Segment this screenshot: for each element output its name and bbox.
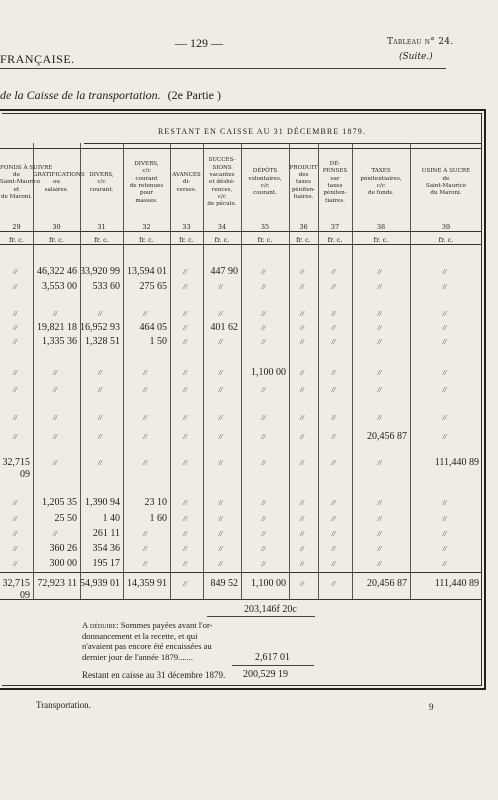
banner-rule [84,143,482,144]
table-cell: // [377,283,382,291]
column-header-line: PENSES [322,168,348,175]
table-cell: // [183,324,187,332]
table-cell: // [442,268,447,276]
column-header-line: de [442,175,450,182]
deduction-block [82,620,213,662]
table-cell: // [98,386,102,394]
column-header-line: c/c [260,182,270,189]
table-cell: // [442,545,447,553]
column-separator [170,143,171,600]
table-cell: // [300,268,304,276]
total-cell: 72,923 11 [37,578,77,589]
deduction-line-3: n'avaient pas encore été encaissées au [82,641,212,651]
column-header-line: Saint-Maurice [0,179,41,186]
table-cell: // [183,414,187,422]
column-header-line: USINE À SUCRE [421,168,471,175]
column-header-line: SUCCES- [208,157,236,164]
column-header [0,164,53,201]
table-cell: // [300,283,304,291]
table-cell: // [183,386,187,394]
header-rule [0,68,446,69]
table-cell: // [261,338,266,346]
column-header-line: GRATIFICATIONS [33,172,85,179]
table-cell: // [13,515,17,523]
total-cell: // [183,580,187,588]
table-cell: 32,715 09 [2,457,30,480]
table-cell: 401 62 [210,322,238,333]
table-cell: 25 50 [54,513,77,524]
table-cell: // [442,386,447,394]
column-header-line: taxes [296,179,311,186]
column-header-line: pénitentiaires, [360,175,402,182]
table-cell: // [183,268,187,276]
table-cell: // [98,310,102,318]
column-header-line: PRODUIT [289,164,318,171]
column-separator [289,143,290,600]
table-cell: // [261,386,266,394]
table-cell: // [261,433,266,441]
table-cell: 533 60 [92,281,120,292]
table-cell: // [331,515,336,523]
table-cell: // [331,560,336,568]
subtitle-text: de la Caisse de la transportation. [0,88,161,102]
table-cell: // [218,515,223,523]
column-unit: fr. c. [139,236,154,244]
table-cell: // [300,324,304,332]
table-cell: // [331,268,336,276]
column-number: 29 [12,223,21,231]
column-number: 38 [376,223,386,231]
table-cell: // [442,515,447,523]
table-cell: // [143,530,147,538]
table-cell: // [300,386,304,394]
table-cell: // [183,433,187,441]
column-header-line: de pécule. [207,201,237,208]
page-header-left: FRANÇAISE. [0,52,75,66]
column-header-line: sur [330,175,340,182]
column-separator [33,143,34,600]
table-cell: // [261,545,266,553]
table-cell: 1 50 [149,336,167,347]
table-cell: // [218,499,223,507]
column-number: 37 [330,223,340,231]
column-header-line: pour [139,190,154,197]
table-cell: // [300,369,304,377]
total-cell: // [300,580,304,588]
table-cell: // [53,459,57,467]
column-header [203,157,241,208]
table-cell: // [377,386,382,394]
table-cell: // [143,310,147,318]
table-cell: 3,553 00 [42,281,77,292]
table-cell: // [261,515,266,523]
column-header-line: du Maroni. [430,190,462,197]
deduction-label: A déduire [82,620,117,630]
column-header-line: de Maroni. [1,193,32,200]
total-cell: // [331,580,336,588]
column-number: 32 [142,223,151,231]
deduction-line-4: dernier jour de l'année 1879....... [82,651,194,662]
table-cell: // [331,459,336,467]
table-rule [0,148,482,149]
table-cell: // [53,530,57,538]
table-cell: // [377,310,382,318]
footer-page: 9 [429,702,434,712]
table-cell: // [442,338,447,346]
table-cell: 46,322 46 [37,266,77,277]
table-cell: // [300,560,304,568]
grand-total: 203,146f 20c [244,604,297,615]
table-cell: // [300,499,304,507]
column-header-line: FONDS À SUIVRE [0,164,53,171]
column-number: 34 [217,223,227,231]
table-cell: 13,594 01 [127,266,167,277]
column-header-line: salaires. [44,186,69,193]
column-unit: fr. c. [179,236,194,244]
table-cell: 1 60 [149,513,167,524]
column-unit: fr. c. [257,236,273,244]
column-unit: fr. c. [373,236,389,244]
table-cell: // [98,369,102,377]
table-cell: // [261,324,266,332]
column-header-line: SIONS [212,164,232,171]
table-cell: // [143,369,147,377]
table-cell: // [143,386,147,394]
table-cell: 360 26 [49,543,77,554]
column-header [33,172,85,194]
subtitle-partie: (2e Partie ) [167,88,221,102]
column-header-line: rences, [211,186,233,193]
table-cell: 111,440 89 [434,457,479,468]
table-cell: // [13,324,17,332]
table-cell: // [300,459,304,467]
table-cell: // [98,433,102,441]
column-header-line: c/c [217,193,227,200]
table-cell: // [300,310,304,318]
table-cell: // [261,459,266,467]
table-cell: // [261,283,266,291]
table-cell: // [442,433,447,441]
column-number: 30 [52,223,61,231]
table-cell: // [53,369,57,377]
column-header [289,165,318,201]
column-unit: fr. c. [296,236,311,244]
column-number: 39 [441,223,451,231]
column-header-line: Saint-Maurice [425,182,467,189]
table-cell: 19,821 18 [37,322,77,333]
table-cell: // [218,433,223,441]
column-header-line: di- [182,179,191,186]
column-header-line: courant. [89,186,114,193]
table-cell: // [377,369,382,377]
table-cell: // [261,530,266,538]
column-header-line: vacantes [209,172,235,179]
total-cell: 1,100 00 [251,578,286,589]
table-cell: // [261,268,266,276]
table-cell: // [183,338,187,346]
table-cell: 33,920 99 [80,266,120,277]
table-cell: // [377,560,382,568]
column-header-line: volontaires, [248,175,282,182]
table-cell: // [442,283,447,291]
table-cell: // [377,515,382,523]
table-rule [0,599,482,600]
table-cell: // [183,310,187,318]
table-cell: // [13,338,17,346]
table-cell: // [331,324,336,332]
table-cell: 447 90 [210,266,238,277]
table-cell: // [331,530,336,538]
total-cell: 54,939 01 [80,578,120,589]
table-cell: // [218,310,223,318]
column-separator [123,143,124,600]
column-unit: fr. c. [9,236,24,244]
table-cell: // [261,560,266,568]
table-cell: // [183,560,187,568]
table-cell: // [377,459,382,467]
column-header-line: c/c [97,179,106,186]
column-header [123,161,170,205]
table-cell: // [300,338,304,346]
column-header-line: verses. [176,186,197,193]
table-cell: // [143,560,147,568]
table-cell: // [331,545,336,553]
deduction-line-1: : Sommes payées avant l'or- [116,620,213,630]
table-cell: // [300,414,304,422]
table-cell: // [183,369,187,377]
table-cell: // [377,338,382,346]
table-cell: 1,205 35 [42,497,77,508]
total-cell: 20,456 87 [367,578,407,589]
footer-left: Transportation. [36,700,91,710]
column-header-line: courant [135,175,158,182]
table-cell: // [261,414,266,422]
table-cell: // [442,530,447,538]
column-number: 33 [182,223,191,231]
total-cell: 849 52 [210,578,238,589]
table-cell: // [183,515,187,523]
table-cell: // [218,459,223,467]
table-cell: // [331,283,336,291]
summary-rule [207,616,315,617]
table-cell: // [13,499,17,507]
column-header-line: et [13,186,20,193]
column-header-line: masses. [135,197,158,204]
column-header-line: ou [53,179,60,186]
table-cell: // [331,414,336,422]
column-header-line: c/c [376,182,386,189]
table-cell: // [218,283,223,291]
table-cell: // [300,515,304,523]
table-cell: // [377,530,382,538]
column-number: 36 [299,223,308,231]
column-unit: fr. c. [94,236,109,244]
table-label: Tableau n° 24. [387,37,454,47]
column-header-line: de retenues [129,182,164,189]
column-separator [80,143,81,600]
table-cell: // [13,545,17,553]
table-suite: (Suite.) [399,52,433,62]
table-cell: // [218,530,223,538]
table-cell: // [218,545,223,553]
table-cell: // [98,414,102,422]
table-banner: RESTANT EN CAISSE AU 31 DÉCEMBRE 1879. [158,127,366,136]
column-header [80,172,123,194]
table-cell: // [183,545,187,553]
table-cell: 354 36 [92,543,120,554]
column-separator [203,143,204,600]
table-cell: 1,100 00 [251,367,286,378]
column-header [241,168,289,197]
table-cell: // [53,433,57,441]
deduction-line-2: donnancement et la recette, et qui [82,630,198,641]
table-cell: // [331,386,336,394]
table-cell: // [13,386,17,394]
table-cell: // [218,560,223,568]
table-cell: // [218,386,223,394]
table-cell: // [13,530,17,538]
table-cell: // [183,530,187,538]
table-cell: 1,335 36 [42,336,77,347]
column-header-line: DIVERS, [89,172,114,179]
restant-value: 200,529 19 [243,669,288,680]
column-header-line: c/c [142,168,151,175]
column-header-line: tiaires. [293,193,314,200]
table-cell: // [53,414,57,422]
table-cell: 16,952 93 [80,322,120,333]
table-cell: // [143,414,147,422]
table-cell: // [442,414,447,422]
total-cell: 14,359 91 [127,578,167,589]
table-cell: // [183,499,187,507]
column-header-line: courant. [253,190,277,197]
table-cell: // [53,310,57,318]
table-cell: // [331,310,336,318]
table-cell: // [442,310,447,318]
table-rule [0,244,482,245]
table-cell: // [13,433,17,441]
table-cell: // [442,324,447,332]
column-header-line: AVANCES [172,172,201,179]
column-header-line: DÉ- [329,161,341,168]
table-cell: // [98,459,102,467]
table-cell: // [13,310,17,318]
subtitle [0,88,221,103]
table-cell: // [13,414,17,422]
column-header-line: de [13,172,20,179]
table-cell: // [300,433,304,441]
table-cell: 275 65 [139,281,167,292]
total-cell: 111,440 89 [434,578,479,589]
column-header-line: et déshé- [209,179,235,186]
column-separator [352,143,353,600]
total-cell: 32,715 09 [2,578,30,601]
column-header [410,168,482,197]
table-cell: // [261,310,266,318]
table-cell: // [331,499,336,507]
table-cell: 20,456 87 [367,431,407,442]
table-cell: // [13,268,17,276]
table-cell: // [331,433,336,441]
table-cell: // [183,283,187,291]
table-rule [0,572,482,573]
table-cell: 195 17 [92,558,120,569]
restant-label: Restant en caisse au 31 décembre 1879. [82,670,226,680]
table-cell: // [377,545,382,553]
table-cell: 300 00 [49,558,77,569]
column-header-line: péniten- [291,186,316,193]
table-cell: // [53,386,57,394]
deduction-value: 2,617 01 [255,652,290,663]
column-header-line: DIVERS, [134,161,159,168]
table-cell: // [143,433,147,441]
table-cell: 1,328 51 [85,336,120,347]
table-cell: // [331,369,336,377]
column-separator [241,143,242,600]
table-cell: // [300,530,304,538]
table-cell: // [13,560,17,568]
column-header-line: DÉPÔTS [252,168,278,175]
column-header-line: tiaires. [325,197,345,204]
column-unit: fr. c. [438,236,454,244]
table-cell: // [442,369,447,377]
table-cell: 464 05 [139,322,167,333]
column-number: 31 [97,223,106,231]
table-cell: // [218,414,223,422]
table-cell: // [331,338,336,346]
table-rule [0,231,482,232]
table-cell: // [377,324,382,332]
table-cell: // [442,560,447,568]
table-cell: // [218,369,223,377]
column-header-line: TAXES [371,168,391,175]
column-header [170,172,203,194]
table-cell: // [183,459,187,467]
table-cell: // [13,283,17,291]
table-cell: // [143,459,147,467]
table-cell: // [261,499,266,507]
table-cell: // [377,414,382,422]
table-cell: 261 11 [92,528,120,539]
column-unit: fr. c. [327,236,343,244]
table-cell: // [13,369,17,377]
column-header [352,168,410,197]
table-cell: // [377,268,382,276]
table-cell: 23 10 [144,497,167,508]
page-number: — 129 — [175,36,223,50]
column-header-line: de fonds. [368,190,394,197]
column-separator [318,143,319,600]
table-cell: // [218,338,223,346]
deduction-rule [232,665,314,666]
table-cell: 1,390 94 [85,497,120,508]
column-separator [410,143,411,600]
column-header-line: péniten- [323,190,347,197]
table-cell: // [442,499,447,507]
column-header [318,161,352,205]
table-cell: // [300,545,304,553]
table-cell: // [143,545,147,553]
column-unit: fr. c. [49,236,64,244]
table-cell: 1 40 [102,513,120,524]
column-header-line: taxes [327,182,343,189]
column-header-line: des [298,172,309,179]
table-cell: // [377,499,382,507]
column-number: 35 [260,223,270,231]
column-unit: fr. c. [214,236,230,244]
